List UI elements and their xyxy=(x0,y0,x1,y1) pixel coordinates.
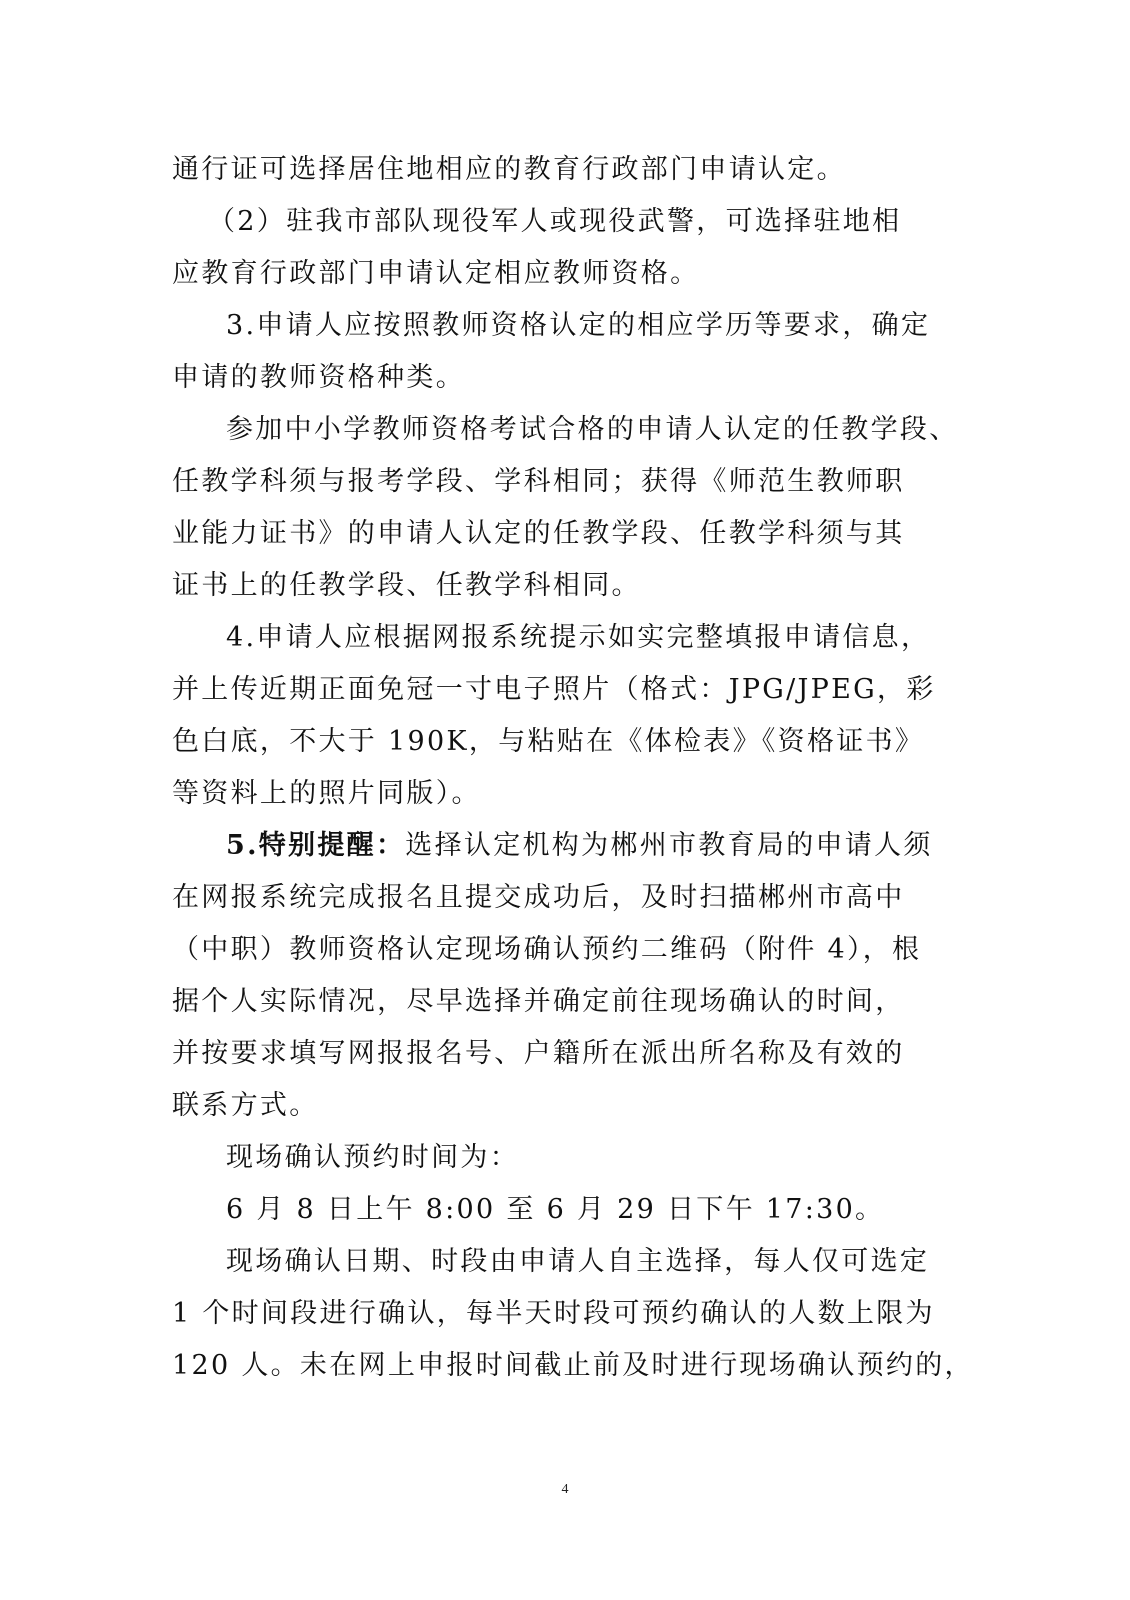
text-line: 并按要求填写网报报名号、户籍所在派出所名称及有效的 xyxy=(172,1038,905,1069)
text-line: 在网报系统完成报名且提交成功后，及时扫描郴州市高中 xyxy=(172,882,905,913)
text-line: 现场确认预约时间为： xyxy=(226,1142,519,1173)
text-run: 选择认定机构为郴州市教育局的申请人须 xyxy=(405,830,933,861)
text-line: 4.申请人应根据网报系统提示如实完整填报申请信息， xyxy=(226,622,931,653)
emphasis-label: 5.特别提醒： xyxy=(226,830,406,861)
text-line: 6 月 8 日上午 8:00 至 6 月 29 日下午 17:30。 xyxy=(226,1194,885,1225)
text-line: 应教育行政部门申请认定相应教师资格。 xyxy=(172,258,700,289)
text-line: 并上传近期正面免冠一寸电子照片（格式：JPG/JPEG，彩 xyxy=(172,674,936,705)
text-line: 1 个时间段进行确认，每半天时段可预约确认的人数上限为 xyxy=(172,1298,935,1329)
text-line: 通行证可选择居住地相应的教育行政部门申请认定。 xyxy=(172,154,846,185)
text-line: 业能力证书》的申请人认定的任教学段、任教学科须与其 xyxy=(172,518,905,549)
text-line: 3.申请人应按照教师资格认定的相应学历等要求，确定 xyxy=(226,310,931,341)
text-line: （中职）教师资格认定现场确认预约二维码（附件 4），根 xyxy=(172,934,922,965)
text-line: 色白底，不大于 190K，与粘贴在《体检表》《资格证书》 xyxy=(172,726,925,757)
text-line xyxy=(226,828,933,868)
text-line: 申请的教师资格种类。 xyxy=(172,362,465,393)
page-number: 4 xyxy=(561,1482,569,1497)
text-line: 现场确认日期、时段由申请人自主选择，每人仅可选定 xyxy=(226,1246,930,1277)
text-line: 120 人。未在网上申报时间截止前及时进行现场确认预约的， xyxy=(172,1350,974,1381)
text-line: 据个人实际情况，尽早选择并确定前往现场确认的时间， xyxy=(172,986,905,1017)
text-line: （2）驻我市部队现役军人或现役武警，可选择驻地相 xyxy=(208,206,902,237)
text-line: 参加中小学教师资格考试合格的申请人认定的任教学段、 xyxy=(226,414,959,445)
text-line: 任教学科须与报考学段、学科相同；获得《师范生教师职 xyxy=(172,466,905,497)
text-line: 等资料上的照片同版）。 xyxy=(172,778,481,809)
text-line: 证书上的任教学段、任教学科相同。 xyxy=(172,570,641,601)
text-line: 联系方式。 xyxy=(172,1090,319,1121)
